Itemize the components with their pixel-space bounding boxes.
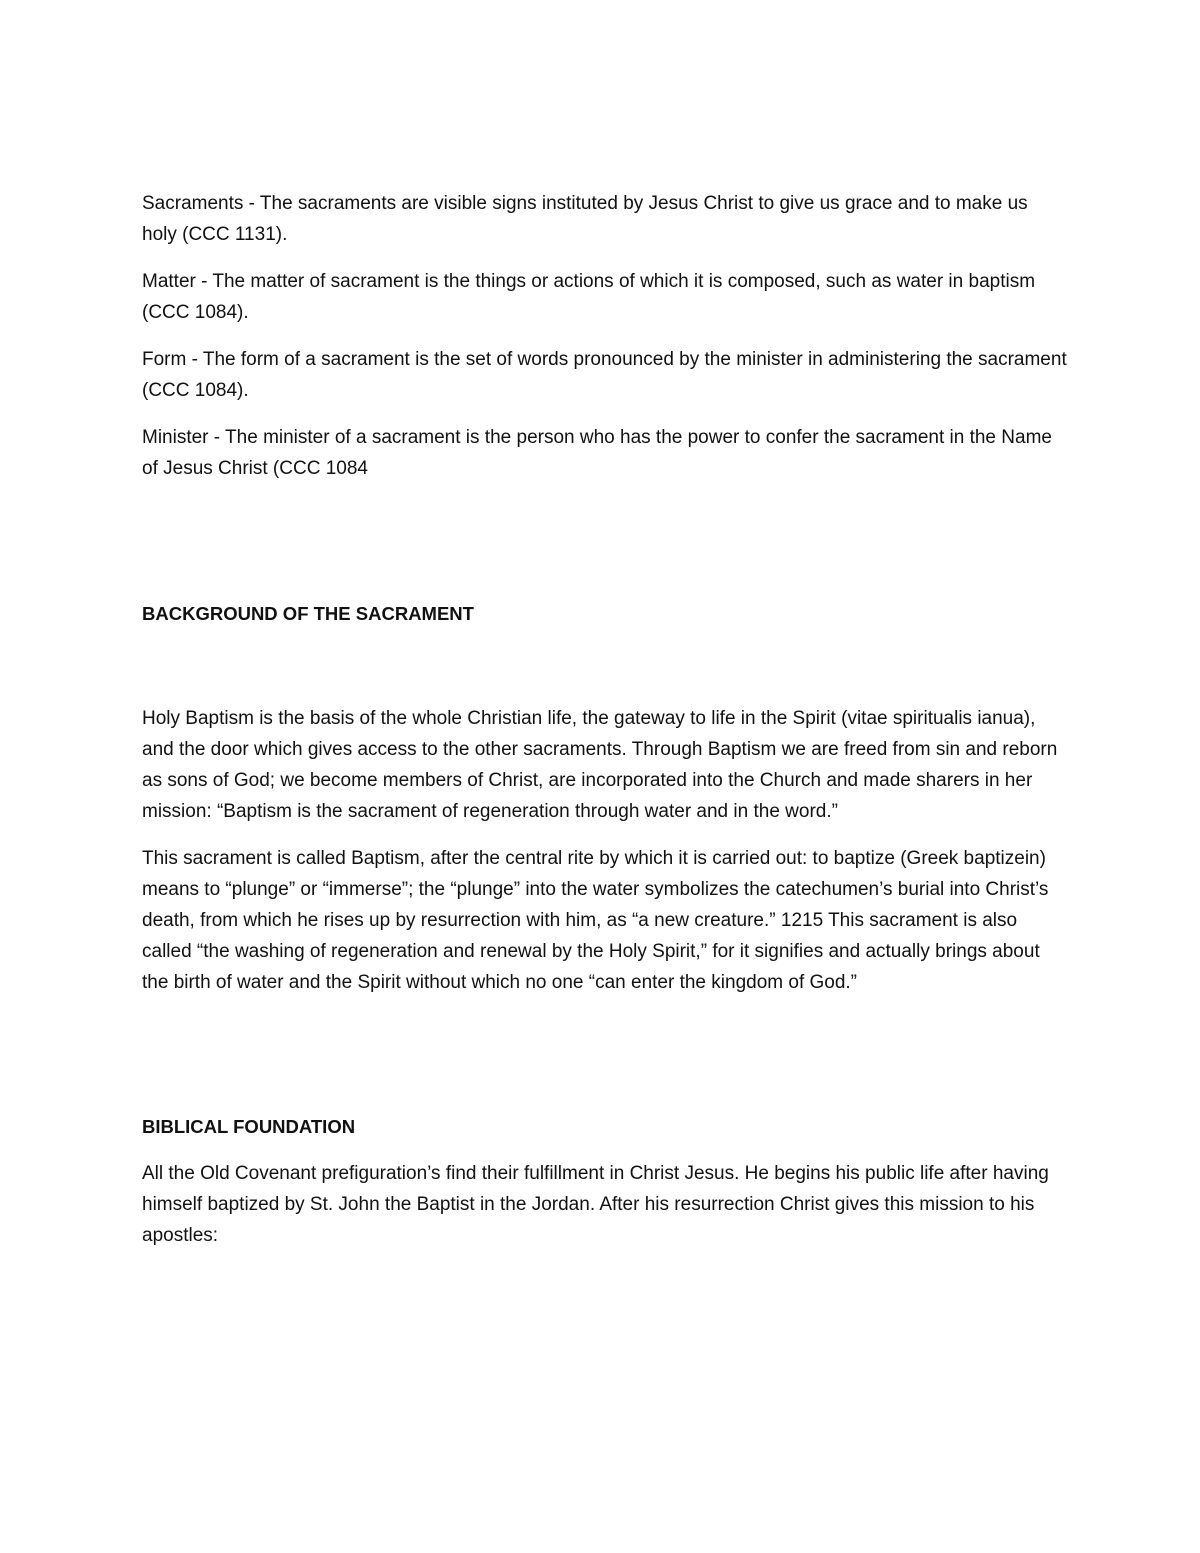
heading-background: BACKGROUND OF THE SACRAMENT — [142, 603, 474, 624]
definition-form: Form - The form of a sacrament is the set of words pronounced by the minister in administering the sacrament (CCC 1084). — [142, 349, 1067, 401]
document-body — [142, 188, 1067, 1267]
biblical-paragraph-1: All the Old Covenant prefiguration’s find their fulfillment in Christ Jesus. He begins his public life after having himself baptized by St. John the Baptist in the Jordan. After his resurrection Christ gives this mission to his apostles: — [142, 1163, 1049, 1246]
heading-biblical-foundation: BIBLICAL FOUNDATION — [142, 1116, 356, 1137]
definition-sacraments: Sacraments - The sacraments are visible signs instituted by Jesus Christ to give us grace and to make us holy (CCC 1131). — [142, 193, 1028, 245]
background-paragraph-1: Holy Baptism is the basis of the whole Christian life, the gateway to life in the Spirit (vitae spiritualis ianua), and the door which gives access to the other sacraments. Through Baptism we are freed from sin and reborn as sons of God; we become members of Christ, are incorporated into the Church and made sharers in her mission: “Baptism is the sacrament of regeneration through water and in the word.” — [142, 708, 1058, 822]
spacer — [142, 500, 1067, 598]
definition-minister: Minister - The minister of a sacrament is the person who has the power to confer the sacrament in the Name of Jesus Christ (CCC 1084 — [142, 427, 1052, 479]
spacer — [142, 1014, 1067, 1111]
background-paragraph-2: This sacrament is called Baptism, after the central rite by which it is carried out: to baptize (Greek baptizein) means to “plunge” or “immerse”; the “plunge” into the water symbolizes the catechumen’s burial into Christ’s death, from which he rises up by resurrection with him, as “a new creature.” 1215 This sacrament is also called “the washing of regeneration and renewal by the Holy Spirit,” for it signifies and actually brings about the birth of water and the Spirit without which no one “can enter the kingdom of God.” — [142, 848, 1049, 993]
spacer — [142, 645, 1067, 703]
definition-matter: Matter - The matter of sacrament is the things or actions of which it is composed, such as water in baptism (CCC 1084). — [142, 271, 1036, 323]
